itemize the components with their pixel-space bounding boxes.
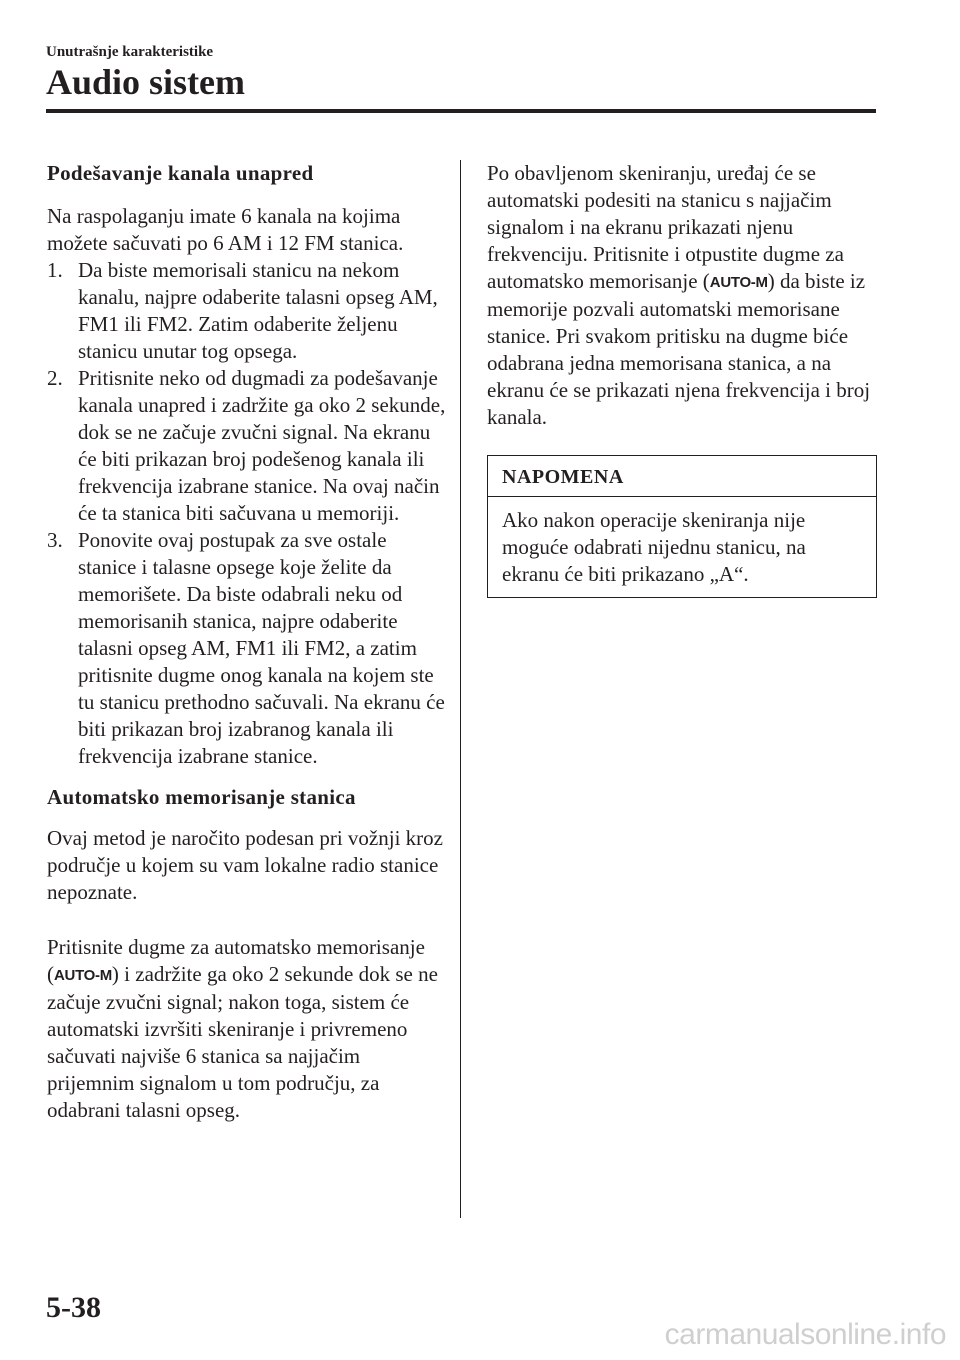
scan-text-end: ) da biste iz memorije pozvali automatski memorisane stanice. Pri svakom pritisku na dugme biće odabrana jedna memorisana stanica, a na ekranu će se prikazati njena frekvencija i broj kanala. [487,269,871,429]
step-text: Pritisnite neko od dugmadi za podešavanje kanala unapred i zadržite ga oko 2 sekunde, dok se ne začuje zvučni signal. Na ekranu će biti prikazan broj podešenog kanala ili frekvencija izabrane stanice. Na ovaj način će ta stanica biti sačuvana u memoriji. [78,366,446,525]
auto-memory-instructions [47,934,447,1124]
note-title: NAPOMENA [488,456,876,497]
note-box [487,455,877,598]
page-title: Audio sistem [46,62,246,102]
left-column [47,160,447,1124]
step-number: 2. [47,366,63,390]
section-label: Unutrašnje karakteristike [46,44,214,60]
scan-text-start: Po obavljenom skeniranju, uređaj će se automatski podesiti na stanicu s najjačim signalom i na ekranu prikazati njenu frekvenciju. Pritisnite i otpustite dugme za automatsko memorisanje ( [487,161,844,293]
right-column [487,160,877,598]
instructions-text-start: Pritisnite dugme za automatsko memorisanje ( [47,935,425,986]
intro-paragraph: Na raspolaganju imate 6 kanala na kojima možete sačuvati po 6 AM i 12 FM stanica. [47,204,404,255]
step-number: 3. [47,528,63,552]
step-text: Da biste memorisali stanicu na nekom kanalu, najpre odaberite talasni opseg AM, FM1 ili FM2. Zatim odaberite željenu stanicu unutar tog opsega. [78,258,438,363]
scan-result-paragraph [487,160,877,431]
list-item [47,365,447,527]
header-rule [46,109,876,113]
steps-list [47,257,447,770]
watermark: carmanualsonline.info [664,1318,946,1351]
step-number: 1. [47,258,63,282]
page-number: 5-38 [46,1291,101,1324]
auto-m-button-icon: AUTO-M [54,967,112,984]
auto-memory-paragraph: Ovaj metod je naročito podesan pri vožnji kroz područje u kojem su vam lokalne radio stanice nepoznate. [47,826,443,904]
auto-m-button-icon: AUTO-M [709,274,768,291]
list-item [47,257,447,365]
column-divider [460,160,461,1218]
note-text: Ako nakon operacije skeniranja nije moguće odabrati nijednu stanicu, na ekranu će biti prikazano „A“. [502,508,806,586]
section-heading-auto-memory: Automatsko memorisanje stanica [47,785,356,809]
section-heading-preset: Podešavanje kanala unapred [47,161,314,185]
step-text: Ponovite ovaj postupak za sve ostale stanice i talasne opsege koje želite da memorišete. Da biste odabrali neku od memorisanih stanica, najpre odaberite talasni opseg AM, FM1 ili FM2, a zatim pritisnite dugme onog kanala na kojem ste tu stanicu prethodno sačuvali. Na ekranu će biti prikazan broj izabranog kanala ili frekvencija izabrane stanice. [78,528,445,768]
instructions-text-end: ) i zadržite ga oko 2 sekunde dok se ne začuje zvučni signal; nakon toga, sistem će automatski izvršiti skeniranje i privremeno sačuvati najviše 6 stanica sa najjačim prijemnim signalom u tom području, za odabrani talasni opseg. [47,962,438,1122]
list-item [47,527,447,770]
